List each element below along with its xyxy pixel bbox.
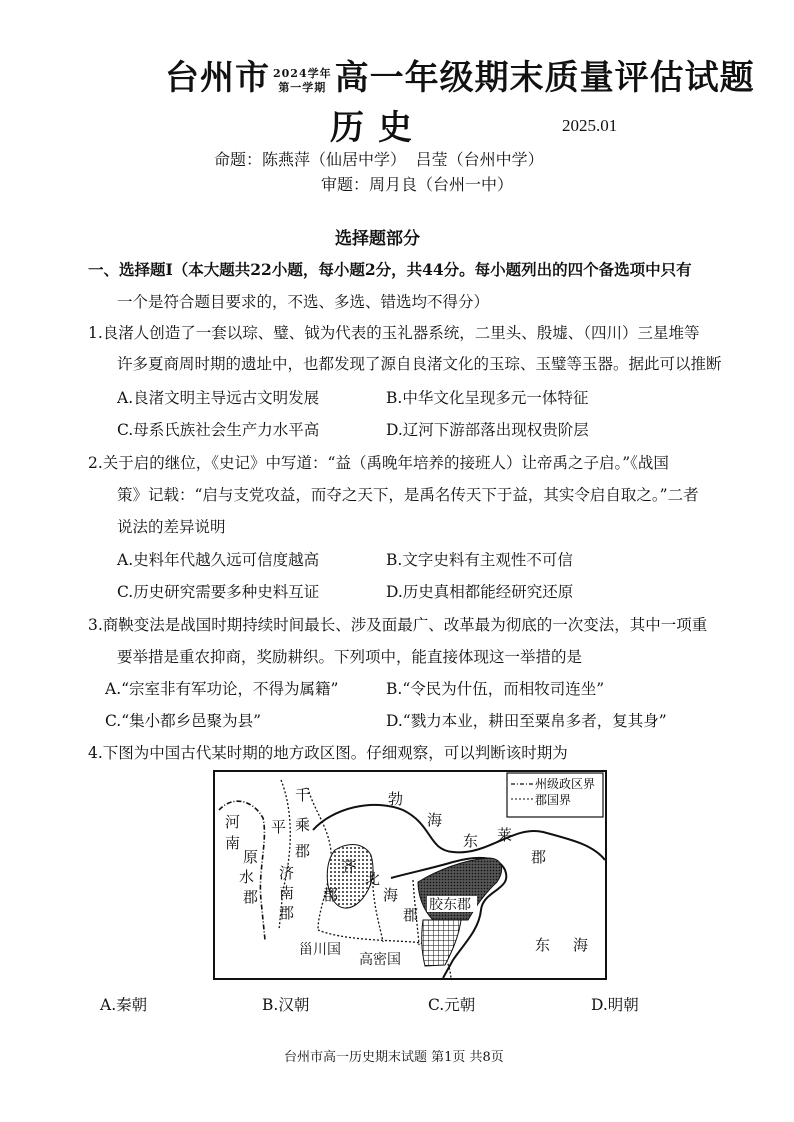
- map-label-beihai-3: 郡: [403, 906, 419, 924]
- map-label-jinan-2: 南: [279, 884, 295, 902]
- map-label-pingyuan-1: 平: [271, 818, 287, 836]
- question-4-option-c[interactable]: C.元朝: [428, 996, 476, 1014]
- question-4-line-1: 4.下图为中国古代某时期的地方政区图。仔细观察，可以判断该时期为: [88, 744, 568, 762]
- question-2-option-d[interactable]: D.历史真相都能经研究还原: [386, 583, 574, 601]
- question-1-line-2: 许多夏商周时期的遗址中，也都发现了源自良渚文化的玉琮、玉璧等玉器。据此可以推断: [117, 355, 722, 373]
- question-1-option-d[interactable]: D.辽河下游部落出现权贵阶层: [386, 421, 589, 439]
- reviewer-line: 审题：周月良（台州一中）: [321, 175, 514, 194]
- legend-county-label: 郡国界: [535, 793, 572, 807]
- question-4-option-b[interactable]: B.汉朝: [262, 996, 310, 1014]
- exam-title: [165, 50, 755, 99]
- question-2-line-3: 说法的差异说明: [117, 518, 226, 536]
- title-term: [273, 67, 332, 95]
- question-3-option-d[interactable]: D.“戮力本业，耕田至粟帛多者，复其身”: [386, 712, 667, 730]
- question-3-option-b[interactable]: B.“令民为什伍，而相牧司连坐”: [386, 680, 605, 698]
- map-label-qiancheng-1: 千: [295, 786, 311, 804]
- question-1-option-c[interactable]: C.母系氏族社会生产力水平高: [117, 421, 320, 439]
- map-label-zichuan: 甾川国: [299, 942, 341, 958]
- map-label-donglai-1: 东: [463, 832, 479, 850]
- map-label-jinan-1: 济: [279, 864, 295, 882]
- question-2-option-c[interactable]: C.历史研究需要多种史料互证: [117, 583, 320, 601]
- map-label-henan-2: 南: [225, 834, 241, 852]
- map-label-beihai-2: 海: [383, 886, 399, 904]
- map-label-qiancheng-2: 乘: [295, 816, 311, 834]
- question-4-option-d[interactable]: D.明朝: [591, 996, 639, 1014]
- map-label-gaomi: 高密国: [359, 952, 401, 968]
- map-label-qiancheng-3: 郡: [295, 842, 311, 860]
- title-suffix: 高一年级期末质量评估试题: [334, 58, 755, 98]
- question-2-option-b[interactable]: B.文字史料有主观性不可信: [386, 551, 573, 569]
- question-1-line-1: 1.良渚人创造了一套以琮、璧、钺为代表的玉礼器系统，二里头、殷墟、（四川）三星堆等: [88, 324, 700, 342]
- section-title: 选择题部分: [335, 229, 420, 249]
- map-label-beihai-1: 北: [365, 870, 381, 888]
- map-label-donglai-2: 莱: [497, 826, 513, 844]
- map-label-henan-1: 河: [225, 813, 241, 831]
- map-label-qi-2: 郡: [323, 886, 339, 904]
- title-prefix: 台州市: [165, 58, 270, 98]
- region-map: [213, 770, 607, 980]
- map-label-jinan-3: 郡: [279, 904, 295, 922]
- question-1-option-a[interactable]: A.良渚文明主导远古文明发展: [117, 389, 320, 407]
- map-label-donglai-3: 郡: [531, 848, 547, 866]
- section-instruction-2: 一个是符合题目要求的，不选、多选、错选均不得分）: [117, 293, 490, 311]
- map-label-jun-hs: 郡: [243, 888, 259, 906]
- question-3-option-c[interactable]: C.“集小都乡邑聚为县”: [105, 712, 262, 730]
- question-2-line-2: 策》记载：“启与支党攻益，而夺之天下，是禹名传天下于益，其实令启自取之。”二者: [117, 486, 699, 504]
- question-1-option-b[interactable]: B.中华文化呈现多元一体特征: [386, 389, 589, 407]
- question-4-option-a[interactable]: A.秦朝: [100, 996, 148, 1014]
- title-semester: 第一学期: [278, 80, 327, 94]
- authors-line: 命题：陈燕萍（仙居中学） 吕莹（台州中学）: [214, 150, 544, 169]
- exam-date: 2025.01: [562, 116, 618, 135]
- map-label-bohai-1: 勃: [388, 790, 404, 808]
- map-label-pingyuan-2: 原: [243, 848, 259, 866]
- question-2-line-1: 2.关于启的继位，《史记》中写道：“益（禹晚年培养的接班人）让帝禹之子启。”《战国: [88, 454, 669, 472]
- page-footer: 台州市高一历史期末试题 第1页 共8页: [284, 1050, 504, 1065]
- title-year: 2024学年: [273, 66, 332, 80]
- map-label-shui: 水: [239, 868, 255, 886]
- subject-title: 历史: [330, 108, 426, 148]
- question-3-option-a[interactable]: A.“宗室非有军功论，不得为属籍”: [105, 680, 339, 698]
- question-3-line-1: 3.商鞅变法是战国时期持续时间最长、涉及面最广、改革最为彻底的一次变法，其中一项重: [88, 616, 708, 634]
- map-label-bohai-2: 海: [427, 811, 443, 829]
- legend-state-label: 州级政区界: [535, 777, 596, 791]
- map-label-qi-1: 齐: [341, 858, 357, 876]
- section-instruction-1: 一、选择题Ⅰ（本大题共22小题，每小题2分，共44分。每小题列出的四个备选项中只有: [88, 260, 692, 279]
- map-label-donghai-2: 海: [573, 936, 589, 954]
- question-3-line-2: 要举措是重农抑商，奖励耕织。下列项中，能直接体现这一举措的是: [117, 648, 583, 666]
- map-label-donghai-1: 东: [535, 936, 551, 954]
- question-2-option-a[interactable]: A.史料年代越久远可信度越高: [117, 551, 320, 569]
- map-label-jiaodong: 胶东郡: [429, 897, 471, 913]
